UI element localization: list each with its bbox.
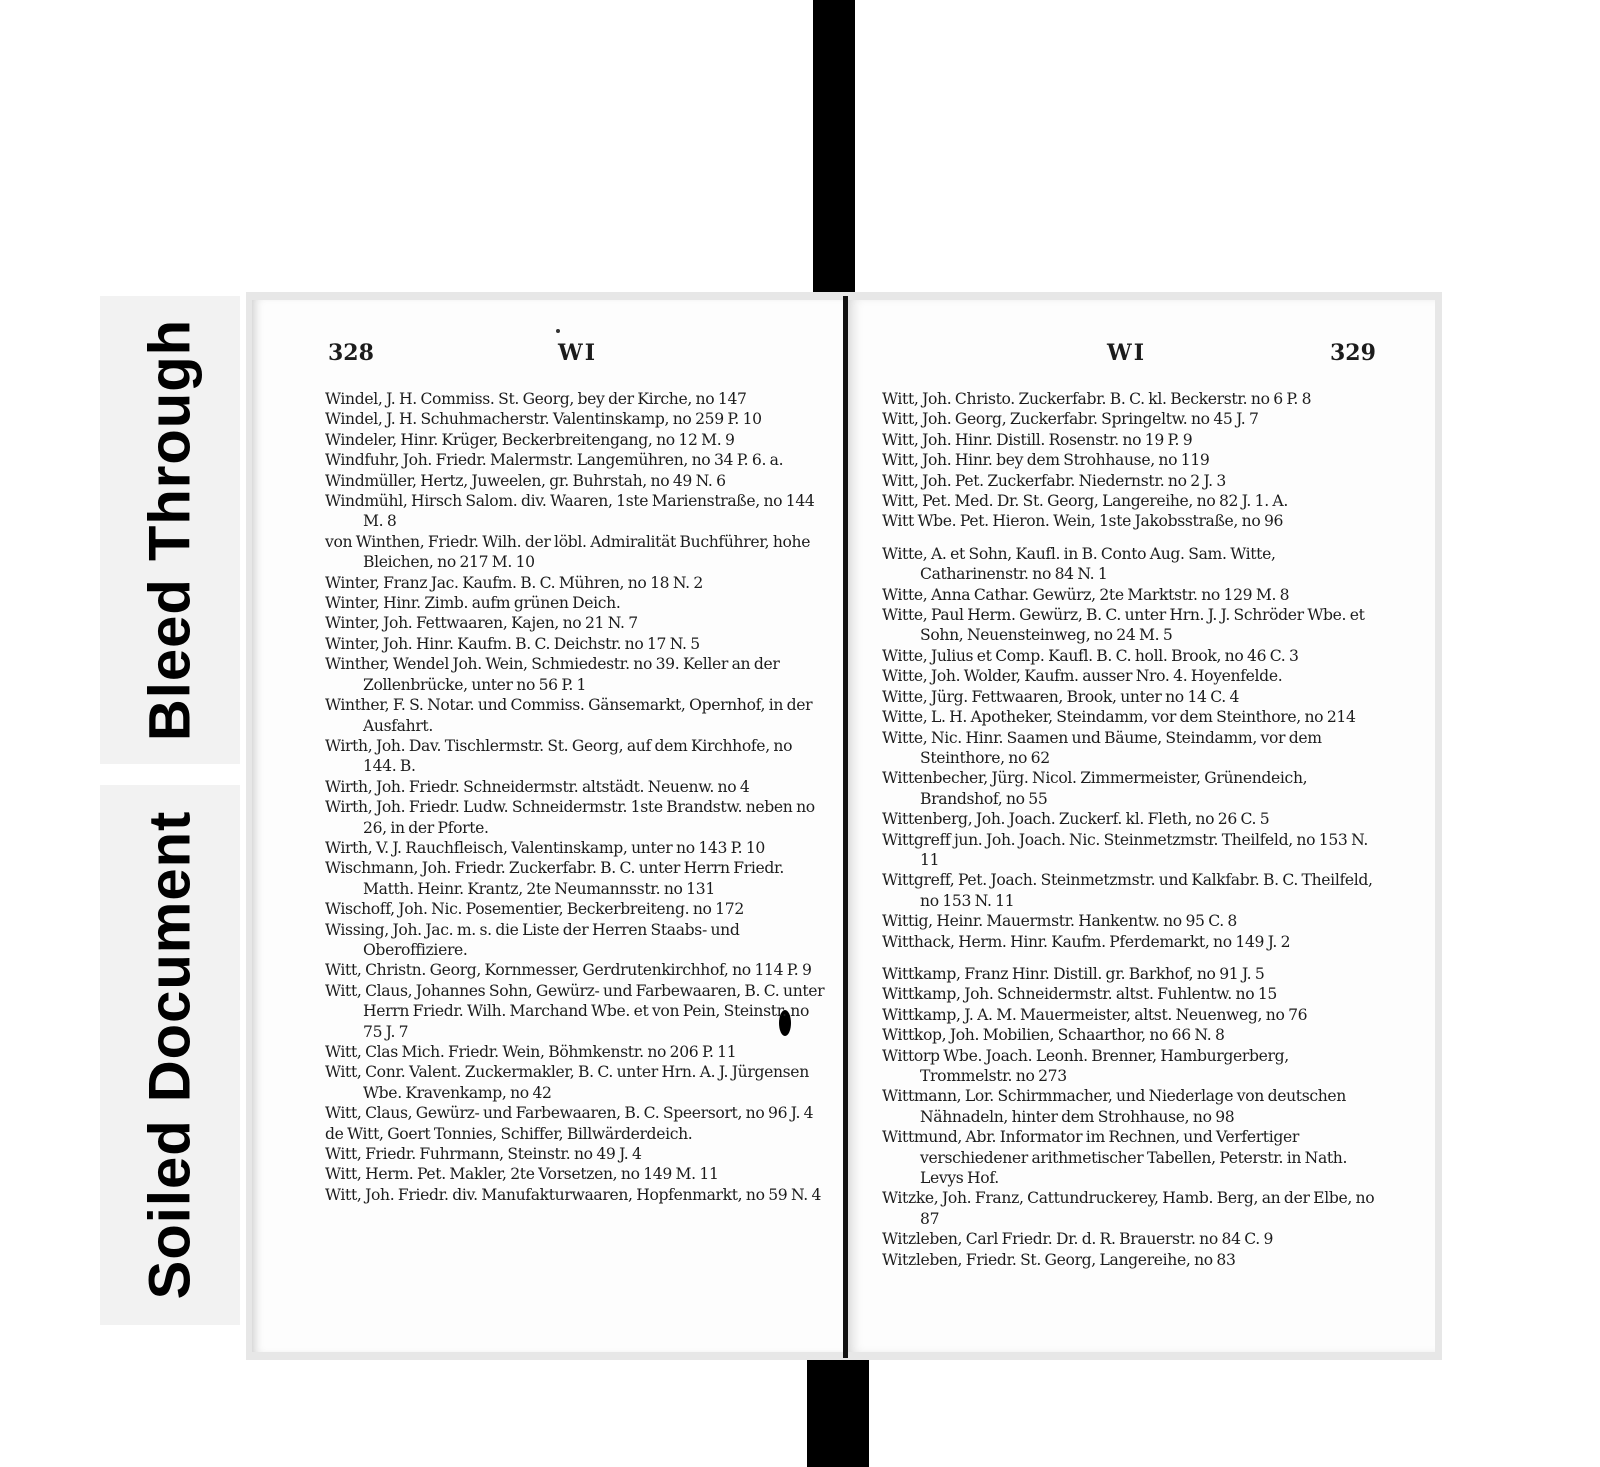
directory-entry: Wittmund, Abr. Informator im Rechnen, und Verfertiger verschiedener arithmetischer Tabellen, Peterstr. in Nath. Levys Hof. [882,1128,1348,1188]
directory-entry: Witte, Jürg. Fettwaaren, Brook, unter no 14 C. 4 [882,687,1240,706]
directory-entry: Windel, J. H. Schuhmacherstr. Valentinskamp, no 259 P. 10 [325,410,762,429]
directory-entry: Wissing, Joh. Jac. m. s. die Liste der Herren Staabs- und Oberoffiziere. [325,920,740,959]
directory-entry: Witt, Clas Mich. Friedr. Wein, Böhmkenstr. no 206 P. 11 [325,1043,737,1061]
directory-entry: Witte, Nic. Hinr. Saamen und Bäume, Steindamm, vor dem Steinthore, no 62 [882,728,1322,767]
directory-entry: Wittorp Wbe. Joach. Leonh. Brenner, Hamburgerberg, Trommelstr. no 273 [882,1046,1289,1085]
directory-entry: Wischmann, Joh. Friedr. Zuckerfabr. B. C. unter Herrn Friedr. Matth. Heinr. Krantz, 2te Neumannsstr. no 131 [325,859,784,898]
directory-entry: Winther, Wendel Joh. Wein, Schmiedestr. no 39. Keller an der Zollenbrücke, unter no 56 P. 1 [325,655,780,694]
left-page-header: WI [558,340,597,366]
directory-entry: Wirth, Joh. Friedr. Ludw. Schneidermstr. 1ste Brandstw. neben no 26, in der Pforte. [325,798,815,837]
directory-entry: Wirth, Joh. Friedr. Schneidermstr. altstädt. Neuenw. no 4 [325,777,750,796]
directory-entry: Winther, F. S. Notar. und Commiss. Gänsemarkt, Opernhof, in der Ausfahrt. [325,696,813,735]
soiled-document-label [100,785,240,1325]
directory-entry: Winter, Joh. Fettwaaren, Kajen, no 21 N. 7 [325,614,638,633]
bleed-through-label-text: Bleed Through [137,318,203,742]
directory-entry: Witthack, Herm. Hinr. Kaufm. Pferdemarkt, no 149 J. 2 [882,932,1291,951]
book-spine [843,296,848,1358]
directory-entry: Witt, Herm. Pet. Makler, 2te Vorsetzen, no 149 M. 11 [325,1165,719,1184]
directory-entry: Witte, A. et Sohn, Kaufl. in B. Conto Aug. Sam. Witte, Catharinenstr. no 84 N. 1 [882,544,1276,584]
directory-entry: Witte, Julius et Comp. Kaufl. B. C. holl. Brook, no 46 C. 3 [882,646,1299,665]
directory-entry: Windmüller, Hertz, Juweelen, gr. Buhrstah, no 49 N. 6 [325,471,726,490]
directory-entry: Witzke, Joh. Franz, Cattundruckerey, Hamb. Berg, an der Elbe, no 87 [882,1189,1375,1228]
directory-entry: Winter, Franz Jac. Kaufm. B. C. Mühren, no 18 N. 2 [325,573,703,592]
left-directory-column [325,389,825,1205]
directory-entry: Witzleben, Carl Friedr. Dr. d. R. Brauerstr. no 84 C. 9 [882,1230,1274,1249]
directory-entry: Windmühl, Hirsch Salom. div. Waaren, 1ste Marienstraße, no 144 M. 8 [325,492,815,531]
directory-entry: de Witt, Goert Tonnies, Schiffer, Billwärderdeich. [325,1124,693,1143]
directory-entry: Wittig, Heinr. Mauermstr. Hankentw. no 95 C. 8 [882,912,1238,931]
ink-speck [556,329,560,333]
directory-entry: Witt, Conr. Valent. Zuckermakler, B. C. unter Hrn. A. J. Jürgensen Wbe. Kravenkamp, no 42 [325,1063,809,1102]
directory-entry: Wittkamp, Joh. Schneidermstr. altst. Fuhlentw. no 15 [882,985,1277,1004]
directory-entry: Windeler, Hinr. Krüger, Beckerbreitengang, no 12 M. 9 [325,430,735,449]
directory-entry: Witte, Joh. Wolder, Kaufm. ausser Nro. 4. Hoyenfelde. [882,667,1283,686]
directory-entry: Winter, Hinr. Zimb. aufm grünen Deich. [325,594,621,613]
right-page-header: WI [1107,340,1146,366]
directory-entry: Witzleben, Friedr. St. Georg, Langereihe, no 83 [882,1250,1236,1269]
binder-clip-bottom [807,1360,869,1467]
bleed-through-label [100,296,240,764]
directory-entry: Wittgreff jun. Joh. Joach. Nic. Steinmetzmstr. Theilfeld, no 153 N. 11 [882,830,1368,869]
directory-entry: Wittkamp, J. A. M. Mauermeister, altst. Neuenweg, no 76 [882,1005,1308,1024]
directory-entry: Wittenbecher, Jürg. Nicol. Zimmermeister, Grünendeich, Brandshof, no 55 [882,769,1308,808]
directory-entry: von Winthen, Friedr. Wilh. der löbl. Admiralität Buchführer, hohe Bleichen, no 217 M. 10 [325,532,811,572]
directory-entry: Witt, Claus, Gewürz- und Farbewaaren, B. C. Speersort, no 96 J. 4 [325,1104,814,1123]
directory-entry: Witt, Friedr. Fuhrmann, Steinstr. no 49 J. 4 [325,1145,642,1164]
directory-entry: Wischoff, Joh. Nic. Posementier, Beckerbreiteng. no 172 [325,900,744,919]
directory-entry: Witt, Pet. Med. Dr. St. Georg, Langereihe, no 82 J. 1. A. [882,492,1288,511]
directory-entry: Witte, L. H. Apotheker, Steindamm, vor dem Steinthore, no 214 [882,708,1356,727]
directory-entry: Windfuhr, Joh. Friedr. Malermstr. Langemühren, no 34 P. 6. a. [325,451,784,470]
directory-entry: Witt, Joh. Christo. Zuckerfabr. B. C. kl. Beckerstr. no 6 P. 8 [882,390,1312,408]
directory-entry: Wirth, Joh. Dav. Tischlermstr. St. Georg, auf dem Kirchhofe, no 144. B. [325,736,793,776]
directory-entry: Witte, Anna Cathar. Gewürz, 2te Marktstr. no 129 M. 8 [882,585,1290,604]
directory-entry: Witt, Joh. Georg, Zuckerfabr. Springeltw. no 45 J. 7 [882,410,1259,429]
directory-entry: Witt Wbe. Pet. Hieron. Wein, 1ste Jakobsstraße, no 96 [882,512,1284,531]
directory-entry: Witt, Joh. Friedr. div. Manufakturwaaren, Hopfenmarkt, no 59 N. 4 [325,1185,822,1204]
directory-entry: Wirth, V. J. Rauchfleisch, Valentinskamp, unter no 143 P. 10 [325,838,766,857]
directory-entry: Windel, J. H. Commiss. St. Georg, bey der Kirche, no 147 [325,390,747,408]
directory-entry: Witt, Joh. Hinr. Distill. Rosenstr. no 19 P. 9 [882,430,1193,449]
directory-entry: Wittenberg, Joh. Joach. Zuckerf. kl. Fleth, no 26 C. 5 [882,810,1270,829]
directory-entry: Winter, Joh. Hinr. Kaufm. B. C. Deichstr. no 17 N. 5 [325,634,700,653]
directory-entry: Wittkamp, Franz Hinr. Distill. gr. Barkhof, no 91 J. 5 [882,964,1265,983]
right-page-number: 329 [1330,340,1376,366]
right-directory-column [882,389,1382,1270]
directory-entry: Witte, Paul Herm. Gewürz, B. C. unter Hrn. J. J. Schröder Wbe. et Sohn, Neuensteinweg, no 24 M. 5 [882,606,1365,645]
directory-entry: Witt, Joh. Hinr. bey dem Strohhause, no 119 [882,451,1210,470]
directory-entry: Wittkop, Joh. Mobilien, Schaarthor, no 66 N. 8 [882,1026,1225,1045]
directory-entry: Witt, Christn. Georg, Kornmesser, Gerdrutenkirchhof, no 114 P. 9 [325,961,812,980]
binder-clip-top [813,0,855,294]
directory-entry: Wittgreff, Pet. Joach. Steinmetzmstr. und Kalkfabr. B. C. Theilfeld, no 153 N. 11 [882,871,1373,910]
directory-entry: Witt, Claus, Johannes Sohn, Gewürz- und Farbewaaren, B. C. unter Herrn Friedr. Wilh. Marchand Wbe. et von Pein, Steinstr. no 75 J. 7 [325,981,825,1041]
left-page-number: 328 [328,340,374,366]
directory-entry: Wittmann, Lor. Schirmmacher, und Niederlage von deutschen Nähnadeln, hinter dem Strohhause, no 98 [882,1087,1347,1126]
directory-entry: Witt, Joh. Pet. Zuckerfabr. Niedernstr. no 2 J. 3 [882,471,1226,490]
soiled-document-label-text: Soiled Document [137,810,203,1300]
